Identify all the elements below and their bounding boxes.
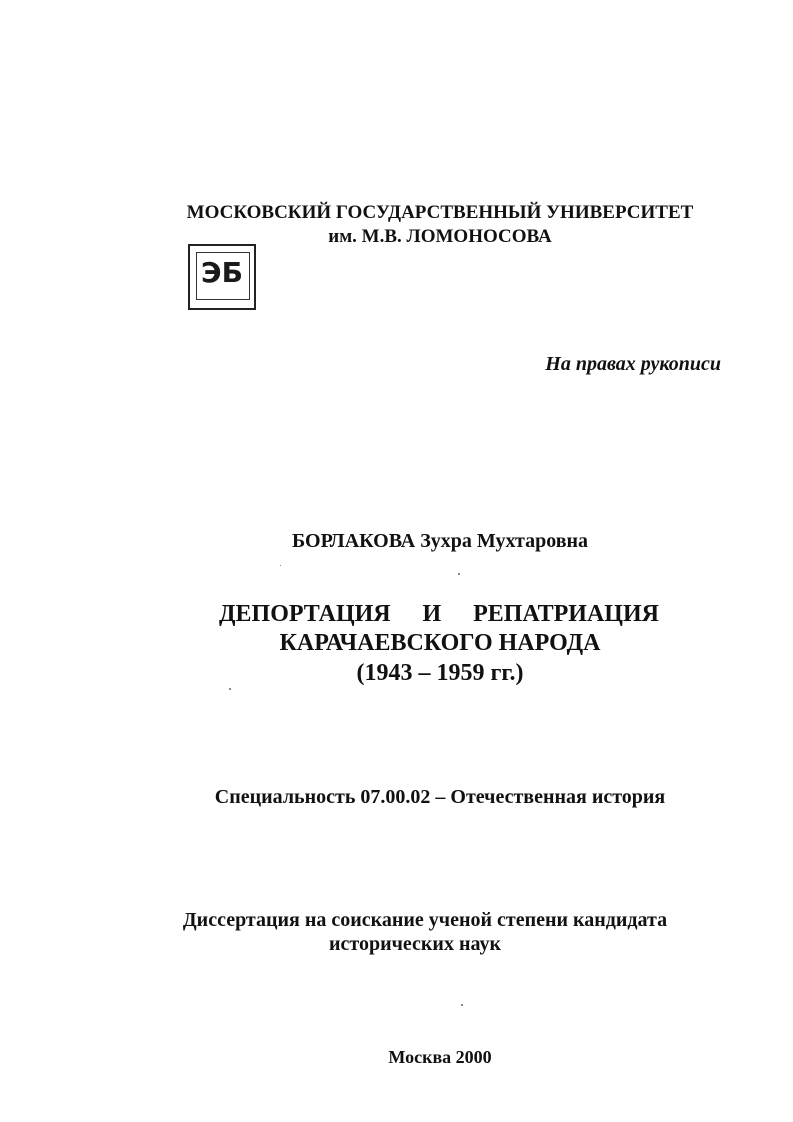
specialty: Специальность 07.00.02 – Отечественная история [214,786,666,808]
library-stamp-label: ЭБ [201,256,243,289]
university-name: МОСКОВСКИЙ ГОСУДАРСТВЕННЫЙ УНИВЕРСИТЕТ [186,202,694,223]
dissertation-line-1: Диссертация на соискание ученой степени кандидата [182,909,668,931]
scan-speck [458,573,460,575]
university-name-suffix: им. М.В. ЛОМОНОСОВА [328,226,552,247]
title-word: РЕПАТРИАЦИЯ [473,601,659,627]
rights-note: На правах рукописи [545,353,721,375]
author-name: БОРЛАКОВА Зухра Мухтаровна [291,530,589,552]
title-word: ДЕПОРТАЦИЯ [219,601,391,627]
title-years: (1943 – 1959 гг.) [356,660,524,686]
dissertation-line-2: исторических наук [329,933,501,955]
city-year: Москва 2000 [388,1047,492,1067]
title-line-2: КАРАЧАЕВСКОГО НАРОДА [279,630,601,656]
scan-speck [461,1004,463,1006]
title-word: И [422,601,442,627]
scan-speck [280,565,281,566]
scan-speck [229,688,231,690]
title-line-1 [219,601,659,628]
library-stamp [188,244,256,310]
